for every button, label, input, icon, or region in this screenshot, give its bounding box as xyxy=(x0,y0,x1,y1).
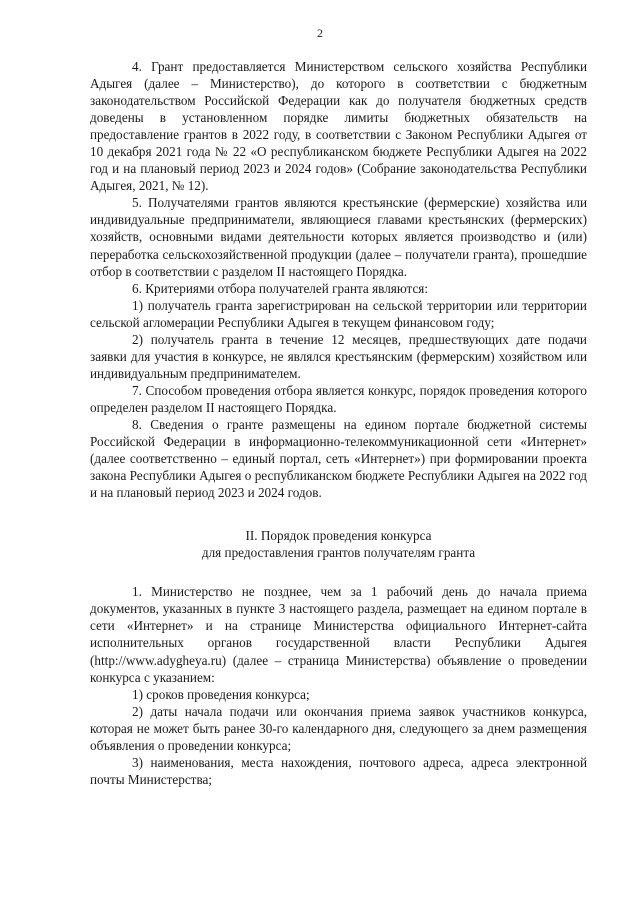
paragraph-7: 7. Способом проведения отбора является конкурс, порядок проведения которого определен разделом II настоящего Порядка. xyxy=(90,382,587,415)
paragraph-8: 8. Сведения о гранте размещены на едином портале бюджетной системы Российской Федерации в информационно-телекоммуникационной сети «Интернет» (далее соответственно – единый портал, сеть «Интернет») при формировании проекта закона Республики Адыгея о республиканском бюджете Республики Адыгея на 2022 год и на плановый период 2023 и 2024 годов. xyxy=(90,416,587,501)
list-item-2: 2) даты начала подачи или окончания приема заявок участников конкурса, которая не может быть ранее 30-го календарного дня, следующего за днем размещения объявления о проведении конкурса; xyxy=(90,703,587,753)
paragraph-4: 4. Грант предоставляется Министерством сельского хозяйства Республики Адыгея (далее – Министерство), до которого в соответствии с бюджетным законодательством Российской Федерации как до получателя бюджетных средств доведены в установленном порядке лимиты бюджетных обязательств на предоставление грантов в 2022 году, в соответствии с Законом Республики Адыгея от 10 декабря 2021 года № 22 «О республиканском бюджете Республики Адыгея на 2022 год и на плановый период 2023 и 2024 годов» (Собрание законодательства Республики Адыгея, 2021, № 12). xyxy=(90,59,587,194)
criterion-1: 1) получатель гранта зарегистрирован на сельской территории или территории сельской агломерации Республики Адыгея в текущем финансовом году; xyxy=(90,297,587,330)
list-item-3: 3) наименования, места нахождения, почтового адреса, адреса электронной почты Министерства; xyxy=(90,754,587,787)
document-body xyxy=(90,58,587,788)
criterion-2: 2) получатель гранта в течение 12 месяцев, предшествующих дате подачи заявки для участия в конкурсе, не являлся крестьянским (фермерским) хозяйством или индивидуальным предпринимателем. xyxy=(90,331,587,381)
paragraph-5: 5. Получателями грантов являются крестьянские (фермерские) хозяйства или индивидуальные предприниматели, являющиеся главами крестьянских (фермерских) хозяйств, основными видами деятельности которых является производство и (или) переработка сельскохозяйственной продукции (далее – получатели гранта), прошедшие отбор в соответствии с разделом II настоящего Порядка. xyxy=(90,195,587,279)
paragraph-6: 6. Критериями отбора получателей гранта являются: xyxy=(132,280,429,296)
section-heading-line2: для предоставления грантов получателям гранта xyxy=(201,545,476,561)
page-number: 2 xyxy=(317,26,323,40)
section-paragraph-1: 1. Министерство не позднее, чем за 1 рабочий день до начала приема документов, указанных в пункте 3 настоящего раздела, размещает на едином портале в сети «Интернет» и на странице Министерства официального Интернет-сайта исполнительных органов государственной власти Республики Адыгея (http://www.adygheya.ru) (далее – страница Министерства) объявление о проведении конкурса с указанием: xyxy=(90,584,587,685)
list-item-1: 1) сроков проведения конкурса; xyxy=(132,686,310,702)
section-heading-line1: II. Порядок проведения конкурса xyxy=(245,528,432,544)
